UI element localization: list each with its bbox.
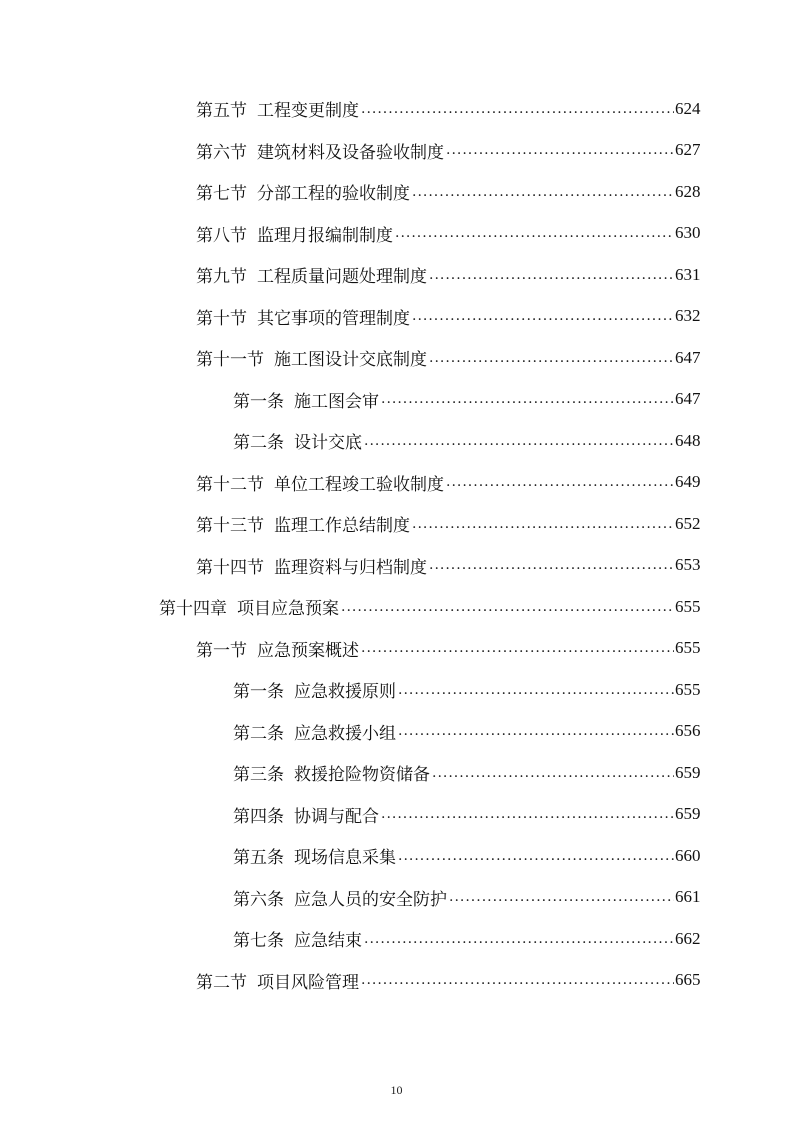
dot-leader xyxy=(429,268,674,282)
toc-label: 第十节 xyxy=(196,308,247,329)
toc-chapter-entry[interactable] xyxy=(0,586,793,628)
toc-entry[interactable] xyxy=(0,545,793,587)
dot-leader xyxy=(361,641,674,655)
toc-label: 第六节 xyxy=(196,142,247,163)
toc-entry[interactable] xyxy=(0,379,793,421)
toc-page-number: 630 xyxy=(675,223,701,243)
toc-label: 第二条 xyxy=(233,433,284,454)
toc-title: 施工图设计交底制度 xyxy=(274,350,427,371)
toc-entry[interactable] xyxy=(0,337,793,379)
toc-entry[interactable] xyxy=(0,130,793,172)
toc-entry[interactable] xyxy=(0,669,793,711)
toc-label: 第一条 xyxy=(233,682,284,703)
toc-page-number: 655 xyxy=(675,596,701,616)
toc-title: 分部工程的验收制度 xyxy=(257,184,410,205)
table-of-contents xyxy=(0,88,793,1001)
toc-entry[interactable] xyxy=(0,794,793,836)
toc-title: 应急救援原则 xyxy=(294,682,396,703)
toc-entry[interactable] xyxy=(0,296,793,338)
dot-leader xyxy=(449,890,674,904)
toc-entry[interactable] xyxy=(0,877,793,919)
dot-leader xyxy=(361,102,674,116)
toc-label: 第十四节 xyxy=(196,557,264,578)
toc-label: 第七节 xyxy=(196,184,247,205)
toc-page-number: 647 xyxy=(675,389,701,409)
toc-page-number: 631 xyxy=(675,264,701,284)
page-footer-number: 10 xyxy=(390,1083,403,1097)
dot-leader xyxy=(412,309,674,323)
toc-page-number: 649 xyxy=(675,472,701,492)
toc-label: 第一条 xyxy=(233,391,284,412)
toc-page-number: 624 xyxy=(675,98,701,118)
toc-label: 第二节 xyxy=(196,972,247,993)
toc-title: 工程质量问题处理制度 xyxy=(257,267,427,288)
toc-page-number: 652 xyxy=(675,513,701,533)
toc-label: 第十二节 xyxy=(196,474,264,495)
toc-page-number: 648 xyxy=(675,430,701,450)
toc-label: 第十一节 xyxy=(196,350,264,371)
toc-page-number: 655 xyxy=(675,638,701,658)
toc-title: 项目风险管理 xyxy=(257,972,359,993)
toc-entry[interactable] xyxy=(0,918,793,960)
dot-leader xyxy=(381,392,674,406)
toc-entry[interactable] xyxy=(0,254,793,296)
toc-entry[interactable] xyxy=(0,628,793,670)
toc-label: 第五条 xyxy=(233,848,284,869)
toc-page-number: 628 xyxy=(675,181,701,201)
dot-leader xyxy=(398,849,674,863)
toc-page-number: 656 xyxy=(675,721,701,741)
toc-title: 单位工程竣工验收制度 xyxy=(274,474,444,495)
toc-page-number: 659 xyxy=(675,804,701,824)
toc-label: 第八节 xyxy=(196,225,247,246)
dot-leader xyxy=(361,973,674,987)
dot-leader xyxy=(412,517,674,531)
dot-leader xyxy=(381,807,674,821)
toc-title: 施工图会审 xyxy=(294,391,379,412)
toc-title: 项目应急预案 xyxy=(237,599,339,620)
toc-title: 应急结束 xyxy=(294,931,362,952)
dot-leader xyxy=(429,558,674,572)
toc-entry[interactable] xyxy=(0,711,793,753)
toc-title: 设计交底 xyxy=(294,433,362,454)
toc-page-number: 661 xyxy=(675,887,701,907)
toc-entry[interactable] xyxy=(0,420,793,462)
dot-leader xyxy=(398,683,674,697)
toc-title: 建筑材料及设备验收制度 xyxy=(257,142,444,163)
dot-leader xyxy=(398,724,674,738)
dot-leader xyxy=(341,600,674,614)
toc-page-number: 632 xyxy=(675,306,701,326)
dot-leader xyxy=(446,143,674,157)
dot-leader xyxy=(429,351,674,365)
toc-label: 第五节 xyxy=(196,101,247,122)
toc-page-number: 665 xyxy=(675,970,701,990)
dot-leader xyxy=(446,475,674,489)
toc-entry[interactable] xyxy=(0,213,793,255)
toc-title: 监理资料与归档制度 xyxy=(274,557,427,578)
toc-title: 现场信息采集 xyxy=(294,848,396,869)
toc-title: 应急人员的安全防护 xyxy=(294,889,447,910)
toc-label: 第六条 xyxy=(233,889,284,910)
toc-label: 第十三节 xyxy=(196,516,264,537)
toc-page-number: 660 xyxy=(675,845,701,865)
toc-page-number: 627 xyxy=(675,140,701,160)
toc-entry[interactable] xyxy=(0,462,793,504)
toc-label: 第一节 xyxy=(196,640,247,661)
toc-title: 应急预案概述 xyxy=(257,640,359,661)
toc-label: 第三条 xyxy=(233,765,284,786)
toc-label: 第九节 xyxy=(196,267,247,288)
toc-title: 监理工作总结制度 xyxy=(274,516,410,537)
toc-title: 其它事项的管理制度 xyxy=(257,308,410,329)
toc-entry[interactable] xyxy=(0,88,793,130)
toc-label: 第十四章 xyxy=(159,599,227,620)
toc-label: 第七条 xyxy=(233,931,284,952)
toc-page-number: 662 xyxy=(675,928,701,948)
toc-entry[interactable] xyxy=(0,752,793,794)
toc-title: 救援抢险物资储备 xyxy=(294,765,430,786)
dot-leader xyxy=(364,434,674,448)
toc-entry[interactable] xyxy=(0,171,793,213)
toc-entry[interactable] xyxy=(0,960,793,1002)
toc-page-number: 655 xyxy=(675,679,701,699)
toc-page-number: 653 xyxy=(675,555,701,575)
dot-leader xyxy=(412,185,674,199)
dot-leader xyxy=(364,932,674,946)
toc-entry[interactable] xyxy=(0,835,793,877)
toc-title: 协调与配合 xyxy=(294,806,379,827)
toc-title: 监理月报编制制度 xyxy=(257,225,393,246)
toc-title: 应急救援小组 xyxy=(294,723,396,744)
toc-label: 第二条 xyxy=(233,723,284,744)
dot-leader xyxy=(432,766,674,780)
dot-leader xyxy=(395,226,674,240)
toc-page-number: 659 xyxy=(675,762,701,782)
toc-entry[interactable] xyxy=(0,503,793,545)
toc-title: 工程变更制度 xyxy=(257,101,359,122)
toc-page-number: 647 xyxy=(675,347,701,367)
toc-label: 第四条 xyxy=(233,806,284,827)
